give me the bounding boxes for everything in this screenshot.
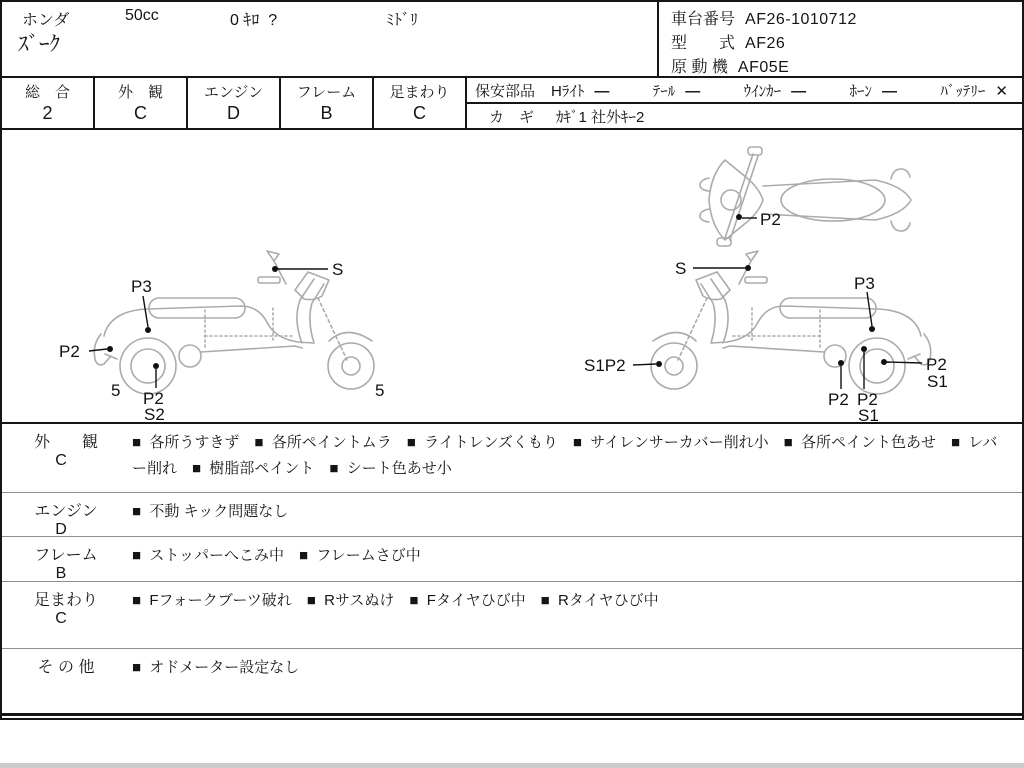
grade-row xyxy=(2,78,1022,130)
safety-item-name: ｳｲﾝｶｰ xyxy=(743,82,782,100)
section-grade: D xyxy=(55,521,67,538)
safety-item-status: — xyxy=(594,82,610,100)
grade-cell-exterior xyxy=(95,78,188,128)
chassis-number-value: AF26-1010712 xyxy=(745,11,857,28)
section-items: ■ 不動 キック問題なし xyxy=(132,503,289,520)
key-value: ｶｷﾞ1 社外ｷｰ2 xyxy=(556,108,645,126)
section-other xyxy=(2,648,1022,714)
grade-label: フレーム xyxy=(296,84,357,101)
section-frame xyxy=(2,536,1022,582)
section-label: 外 観 xyxy=(33,434,98,451)
grade-label: 足まわり xyxy=(389,84,450,101)
section-grade: C xyxy=(55,452,67,469)
section-label: エンジン xyxy=(34,503,98,520)
section-label: そ の 他 xyxy=(37,659,95,676)
grade-label: 総 合 xyxy=(24,84,70,101)
engine-code-value: AF05E xyxy=(737,59,790,76)
grade-cell-engine xyxy=(188,78,281,128)
engine-code-label: 原 動 機 xyxy=(671,59,728,76)
chassis-number-label: 車台番号 xyxy=(671,11,736,28)
damage-label-p2-rear: P2 xyxy=(143,389,164,408)
grade-label: エンジン xyxy=(203,84,264,101)
section-grade: C xyxy=(55,610,67,627)
scooter-side-view-right xyxy=(580,248,1000,424)
section-items: ■ オドメーター設定なし xyxy=(132,659,300,676)
mileage: 0 ｷﾛ ? xyxy=(230,12,278,29)
safety-item-status: — xyxy=(791,82,807,100)
safety-item-winker xyxy=(744,80,807,101)
safety-item-status: ✕ xyxy=(995,82,1008,100)
damage-label-p2-below-1: P2 xyxy=(828,390,849,409)
damage-label-s: S xyxy=(332,260,344,279)
safety-item-name: ﾊﾞｯﾃﾘｰ xyxy=(940,82,986,100)
section-label: 足まわり xyxy=(33,592,98,609)
key-label: カ ギ xyxy=(489,108,535,126)
sheet-bottom-rule xyxy=(0,713,1022,716)
safety-item-horn xyxy=(850,80,898,101)
damage-diagram xyxy=(2,130,1022,422)
damage-label-s1-right: S1 xyxy=(927,372,948,391)
section-undercarriage xyxy=(2,581,1022,649)
safety-parts-title: 保安部品 xyxy=(475,82,536,100)
damage-label-s2-rear: S2 xyxy=(144,405,165,424)
damage-label-p2-top: P2 xyxy=(760,210,781,229)
scooter-top-view xyxy=(695,146,935,256)
section-exterior xyxy=(2,422,1022,494)
section-engine xyxy=(2,492,1022,537)
safety-item-headlight xyxy=(551,80,609,101)
damage-label-s: S xyxy=(675,259,687,278)
safety-item-name: Hﾗｲﾄ xyxy=(551,82,585,100)
grade-value: C xyxy=(413,103,426,123)
engine-code xyxy=(671,54,789,77)
maker-name: ホンダ xyxy=(22,12,70,29)
damage-label-p3: P3 xyxy=(854,274,875,293)
damage-label-p2-below-2: P2 xyxy=(857,390,878,409)
damage-label-p2-right: P2 xyxy=(926,355,947,374)
model-code-value: AF26 xyxy=(745,35,786,52)
grade-cell-overall xyxy=(2,78,95,128)
color-name: ﾐﾄﾞﾘ xyxy=(386,12,419,29)
header xyxy=(2,2,1022,78)
key-row xyxy=(467,104,1022,128)
safety-item-status: — xyxy=(685,82,701,100)
grade-value: D xyxy=(227,103,240,123)
header-right xyxy=(657,2,1024,76)
safety-item-name: ﾃｰﾙ xyxy=(652,82,676,100)
header-left xyxy=(2,2,657,76)
section-items: ■ Fフォークブーツ破れ ■ Rサスぬけ ■ Fタイヤひび中 ■ Rタイヤひび中 xyxy=(132,592,659,609)
damage-label-s1-below: S1 xyxy=(858,406,879,424)
section-grade: B xyxy=(55,565,67,582)
damage-label-s1p2: S1P2 xyxy=(584,356,626,375)
safety-item-tail xyxy=(653,80,701,101)
grade-cell-undercarriage xyxy=(374,78,467,128)
grade-cell-frame xyxy=(281,78,374,128)
safety-item-name: ﾎｰﾝ xyxy=(849,82,873,100)
displacement: 50cc xyxy=(125,7,159,24)
chassis-number xyxy=(671,6,857,29)
damage-label-5-right: 5 xyxy=(375,381,385,400)
damage-label-p2-left: P2 xyxy=(59,342,80,361)
model-code xyxy=(671,30,785,53)
model-name: ｽﾞｰｸ xyxy=(18,33,60,56)
safety-item-status: — xyxy=(882,82,898,100)
safety-parts-cell xyxy=(467,78,1022,128)
grade-value: B xyxy=(320,103,333,123)
safety-parts-items xyxy=(551,80,1008,101)
section-label: フレーム xyxy=(34,547,98,564)
damage-label-p3: P3 xyxy=(131,277,152,296)
grade-value: 2 xyxy=(42,103,53,123)
grade-label: 外 観 xyxy=(117,84,163,101)
section-items: ■ ストッパーへこみ中 ■ フレームさび中 xyxy=(132,547,421,564)
scooter-side-view-left xyxy=(55,248,405,424)
damage-label-5-left: 5 xyxy=(111,381,121,400)
safety-item-battery xyxy=(940,80,1008,101)
model-code-label: 型 式 xyxy=(671,35,736,52)
grade-value: C xyxy=(134,103,147,123)
section-items: ■ 各所うすきず ■ 各所ペイントムラ ■ ライトレンズくもり ■ サイレンサーカバー削れ小 ■ 各所ペイント色あせ ■ レバー削れ ■ 樹脂部ペイント ■ シート色あせ小 xyxy=(132,434,998,477)
scan-edge xyxy=(0,763,1024,768)
safety-parts-row xyxy=(467,78,1022,104)
